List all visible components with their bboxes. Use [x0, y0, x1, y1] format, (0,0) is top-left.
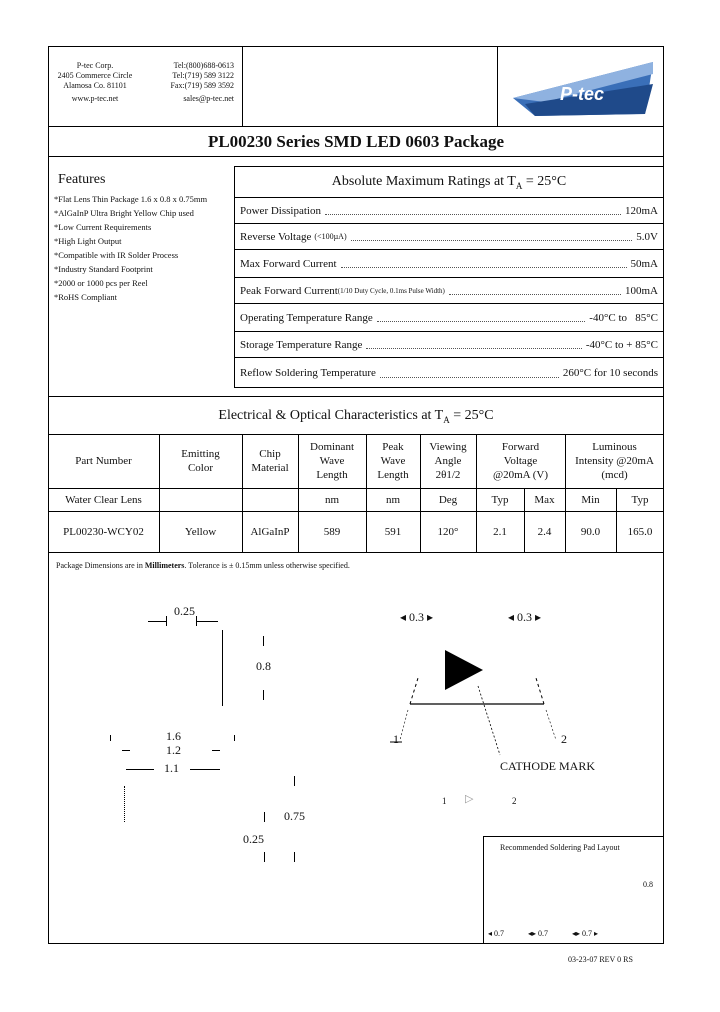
rating-label: Reflow Soldering Temperature: [240, 367, 376, 379]
dim-tick: [263, 690, 264, 700]
rating-row-max-forward: [234, 250, 664, 278]
section-divider: [48, 396, 664, 397]
ratings-heading-tail: = 25°C: [522, 174, 567, 189]
rating-row-operating-temp: [234, 304, 664, 332]
rating-note: (<100µA): [314, 231, 347, 241]
schematic-pad-2: 2: [512, 796, 517, 806]
dim-tick: [263, 636, 264, 646]
rating-value: 260°C for 10 seconds: [562, 367, 658, 379]
dim-tick: [196, 616, 197, 626]
pin-2-label: 2: [561, 732, 567, 746]
header-col-divider-2: [497, 46, 498, 126]
electrical-heading-tail: = 25°C: [449, 408, 494, 423]
dim-0-3-right-value: 0.3: [517, 610, 533, 624]
note-prefix: Package Dimensions are in: [56, 561, 145, 570]
cell-color: Yellow: [184, 525, 217, 538]
dim-tick: [166, 616, 167, 626]
dimensions-note: [56, 561, 656, 571]
dim-tick: [110, 735, 111, 741]
feature-item: *Industry Standard Footprint: [54, 264, 153, 274]
solder-pad-title: Recommended Soldering Pad Layout: [500, 843, 620, 852]
company-fax: Fax:(719) 589 3592: [170, 81, 234, 90]
rating-label: Power Dissipation: [240, 204, 321, 217]
dim-tick: [264, 812, 265, 822]
feature-item: *RoHS Compliant: [54, 292, 118, 302]
header-forward-voltage: Forward Voltage @20mA (V): [492, 441, 549, 481]
feature-item: *Low Current Requirements: [54, 222, 152, 232]
rating-value: 120mA: [625, 204, 658, 217]
sub-max: Max: [534, 493, 555, 506]
ratings-heading-text: Absolute Maximum Ratings at T: [331, 174, 516, 189]
rating-label: Max Forward Current: [240, 257, 337, 270]
header-viewing-angle: Viewing Angle 2θ1/2: [429, 441, 467, 481]
electrical-heading: [48, 398, 664, 434]
dim-0-8: 0.8: [256, 659, 271, 673]
ratings-heading-sub: A: [515, 180, 523, 191]
dim-line: [148, 621, 166, 622]
cell-material: AlGaInP: [250, 525, 290, 538]
feature-item: *AlGaInP Ultra Bright Yellow Chip used: [54, 208, 194, 218]
contact-block: [150, 61, 234, 104]
features-list: [54, 192, 230, 304]
rating-row-storage-temp: [234, 332, 664, 358]
header-col-divider-1: [242, 46, 243, 126]
cell-iv-min: 90.0: [580, 525, 601, 538]
rating-row-reverse-voltage: [234, 224, 664, 250]
dim-0-25-bottom: 0.25: [243, 832, 264, 846]
diode-symbol-icon: ▷: [465, 793, 474, 805]
rating-label: Peak Forward Current: [240, 284, 338, 297]
logo-text: P-tec: [560, 84, 605, 104]
rating-row-power: [234, 198, 664, 224]
features-heading: Features: [58, 172, 106, 187]
page-title: PL00230 Series SMD LED 0603 Package: [207, 132, 505, 151]
solder-pad-w1-value: 0.7: [494, 929, 505, 938]
cell-dominant: 589: [323, 525, 341, 538]
electrical-heading-sub: A: [443, 414, 450, 425]
cathode-mark-label: CATHODE MARK: [500, 759, 596, 773]
sub-typ: Typ: [631, 493, 649, 506]
schematic-pad-1: 1: [442, 796, 447, 806]
feature-item: *Compatible with IR Solder Process: [54, 250, 179, 260]
company-tel: Tel:(800)688-0613: [173, 61, 234, 70]
rating-label: Operating Temperature Range: [240, 311, 373, 324]
dim-1-6: 1.6: [166, 729, 181, 743]
dim-line: [122, 750, 130, 751]
sub-unit: nm: [324, 493, 340, 506]
cell-vf-max: 2.4: [537, 525, 552, 538]
electrical-bottom-line: [48, 552, 664, 553]
dim-line: [196, 621, 218, 622]
solder-pad-w3-value: 0.7: [582, 929, 593, 938]
solder-pad-w2: ◂▸ 0.7: [528, 929, 549, 938]
dim-line: [190, 769, 220, 770]
rating-note: (1/10 Duty Cycle, 0.1ms Pulse Width): [337, 286, 445, 295]
dim-0-3-left: ◂ 0.3 ▸: [400, 610, 434, 624]
pin-1-label: 1: [393, 732, 399, 746]
dim-0-75: 0.75: [284, 809, 305, 823]
feature-item: *Flat Lens Thin Package 1.6 x 0.8 x 0.75mm: [54, 194, 208, 204]
dim-line: [126, 769, 154, 770]
sub-unit: nm: [385, 493, 401, 506]
header-chip-material: Chip Material: [251, 448, 289, 474]
sub-typ: Typ: [491, 493, 509, 506]
note-bold: Millimeters: [144, 561, 185, 570]
dim-0-3-left-value: 0.3: [409, 610, 425, 624]
dim-1-2: 1.2: [166, 743, 181, 757]
rating-label: Storage Temperature Range: [240, 338, 363, 351]
dim-tick: [234, 735, 235, 741]
header-divider: [48, 126, 664, 127]
header-peak-wavelength: Peak Wave Length: [377, 441, 409, 481]
dim-tick: [264, 852, 265, 862]
rating-label: Reverse Voltage: [240, 230, 312, 243]
package-side-edge: [222, 630, 223, 706]
ratings-heading: [234, 166, 664, 198]
led-top-view: [380, 640, 580, 760]
dim-1-1: 1.1: [164, 761, 179, 775]
solder-pad-w1: ◂ 0.7: [488, 929, 505, 938]
feature-item: *2000 or 1000 pcs per Reel: [54, 278, 148, 288]
company-web: www.p-tec.net: [71, 94, 119, 103]
company-address1: 2405 Commerce Circle: [57, 71, 133, 80]
solder-pad-w2-value: 0.7: [538, 929, 549, 938]
header-part-number: Part Number: [75, 455, 132, 467]
ptec-logo: [505, 54, 659, 120]
dim-0-3-right: ◂ 0.3 ▸: [508, 610, 542, 624]
feature-item: *High Light Output: [54, 236, 122, 246]
cell-iv-typ: 165.0: [627, 525, 653, 538]
rating-value: 100mA: [625, 284, 658, 297]
electrical-heading-text: Electrical & Optical Characteristics at T: [218, 408, 444, 423]
company-name: P-tec Corp.: [76, 61, 114, 70]
rating-value: 5.0V: [636, 230, 658, 243]
dim-tick: [294, 776, 295, 786]
header-luminous-intensity: Luminous Intensity @20mA (mcd): [575, 441, 654, 481]
note-suffix: . Tolerance is ± 0.15mm unless otherwise specified.: [184, 561, 350, 570]
sub-lens: Water Clear Lens: [65, 493, 142, 506]
cell-angle: 120°: [437, 525, 459, 538]
dim-tick: [294, 852, 295, 862]
revision-footer: 03-23-07 REV 0 RS: [568, 955, 633, 964]
dim-line: [212, 750, 220, 751]
rating-row-reflow: [234, 358, 664, 388]
solder-pad-height: 0.8: [643, 880, 653, 889]
rating-value: 50mA: [630, 257, 658, 270]
sub-min: Min: [581, 493, 600, 506]
dim-0-25-top: 0.25: [174, 604, 195, 618]
company-address2: Alamosa Co. 81101: [63, 81, 127, 90]
rating-value: -40°C to 85°C: [589, 311, 658, 324]
company-tel2: Tel:(719) 589 3122: [172, 71, 234, 80]
cathode-triangle: [445, 650, 483, 690]
cell-vf-typ: 2.1: [493, 525, 507, 538]
solder-pad-w3: ◂▸ 0.7 ▸: [572, 929, 599, 938]
company-block: [56, 61, 134, 104]
rating-row-peak-forward: [234, 278, 664, 304]
company-email: sales@p-tec.net: [183, 94, 234, 103]
package-outline: [124, 786, 126, 822]
cell-part-number: PL00230-WCY02: [63, 525, 144, 538]
cell-peak: 591: [384, 525, 402, 538]
header-emitting-color: Emitting Color: [181, 448, 220, 474]
title-divider: [48, 156, 664, 157]
rating-value: -40°C to + 85°C: [585, 338, 658, 351]
sub-unit: Deg: [438, 493, 458, 506]
header-dominant-wavelength: Dominant Wave Length: [310, 441, 354, 481]
